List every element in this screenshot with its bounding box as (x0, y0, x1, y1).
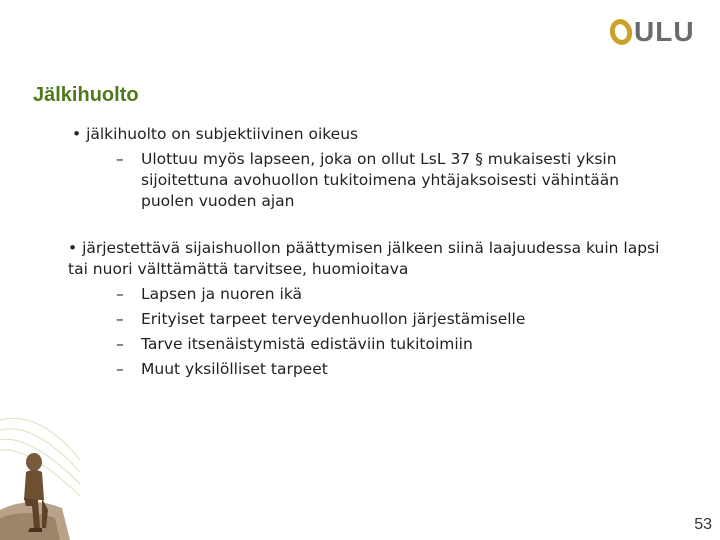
dash-marker: – (116, 285, 124, 303)
sub-item-text: Lapsen ja nuoren ikä (141, 285, 303, 303)
bullet-1: • jälkihuolto on subjektiivinen oikeus (72, 125, 359, 143)
statue-corner-image (0, 400, 80, 540)
page-number: 53 (694, 516, 712, 533)
sub-item (72, 149, 661, 212)
slide-content (68, 124, 682, 380)
bullet-2-sublist (72, 284, 682, 380)
slide-title: Jälkihuolto (33, 84, 139, 106)
sub-item (72, 284, 682, 305)
logo-text: ULU (634, 16, 695, 47)
dash-marker: – (116, 360, 124, 378)
dash-marker: – (116, 310, 124, 328)
logo-ring-icon (607, 17, 635, 48)
bullet-2: • järjestettävä sijaishuollon päättymisen jälkeen siinä laajuudessa kuin lapsi tai nuori välttämättä tarvitsee, huomioitava (68, 239, 660, 278)
oulu-logo (610, 14, 695, 50)
sub-item-text: Muut yksilölliset tarpeet (141, 360, 328, 378)
sub-item-text: Ulottuu myös lapseen, joka on ollut LsL 37 § mukaisesti yksin sijoitettuna avohuollon tukitoimena yhtäjaksoisesti vähintään puolen vuoden ajan (141, 150, 620, 210)
sub-item-text: Erityiset tarpeet terveydenhuollon järjestämiselle (141, 310, 526, 328)
sub-item (72, 334, 682, 355)
sub-item-text: Tarve itsenäistymistä edistäviin tukitoimiin (141, 335, 473, 353)
bullet-1-sublist (72, 149, 682, 212)
dash-marker: – (116, 335, 124, 353)
sub-item (72, 359, 682, 380)
dash-marker: – (116, 150, 124, 168)
sub-item (72, 309, 682, 330)
